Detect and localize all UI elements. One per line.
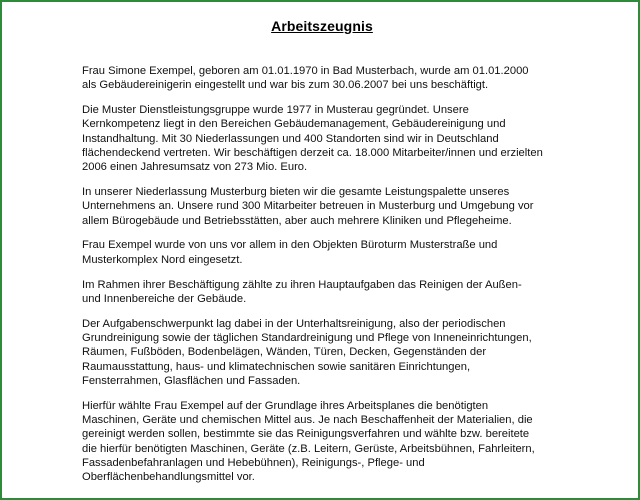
text-line: Räumen, Fußböden, Bodenbelägen, Wänden, Türen, Decken, Gegenständen der [82,346,487,359]
text-line: Raumausstattung, haus- und klimatechnischen sowie sanitären Einrichtungen, [82,360,471,373]
text-line: Oberflächenbehandlungsmittel vor. [82,471,255,484]
text-line: als Gebäudereinigerin eingestellt und war bis zum 30.06.2007 bei uns beschäftigt. [82,79,489,92]
text-line: gereinigt werden sollen, bestimmte sie das Reinigungsverfahren und wählte bzw. bereitete [82,428,530,441]
text-line: Die Muster Dienstleistungsgruppe wurde 1977 in Musterau gegründet. Unsere [82,104,469,117]
text-line: In unserer Niederlassung Musterburg bieten wir die gesamte Leistungspalette unseres [82,186,510,199]
text-line: Kernkompetenz liegt in den Bereichen Gebäudemanagement, Gebäudereinigung und [82,118,506,131]
text-line: Maschinen, Geräte und chemischen Mittel aus. Je nach Beschaffenheit der Materialien, die [82,413,533,426]
text-line: allem Bürogebäude und Betriebsstätten, aber auch mehrere Kliniken und Pflegeheime. [82,214,512,227]
text-line: 2006 einen Jahresumsatz von 273 Mio. Euro. [82,161,308,174]
paragraph-company [82,103,570,174]
text-line: flächendeckend vertreten. Wir beschäftigen derzeit ca. 18.000 Mitarbeiter/innen und erzielten [82,146,543,159]
text-line: Der Aufgabenschwerpunkt lag dabei in der Unterhaltsreinigung, also der periodischen [82,317,506,330]
text-line: Grundreinigung sowie der täglichen Standardreinigung und Pflege von Inneneinrichtungen, [82,331,532,344]
text-line: Hierfür wählte Frau Exempel auf der Grundlage ihres Arbeitsplanes die benötigten [82,399,489,412]
document-body [82,64,570,495]
text-line: und Innenbereiche der Gebäude. [82,292,247,305]
paragraph-equipment [82,399,570,485]
paragraph-main-tasks [82,278,570,307]
paragraph-employment [82,64,570,93]
text-line: Instandhaltung. Mit 30 Niederlassungen und 400 Standorten sind wir in Deutschland [82,132,499,145]
paragraph-branch [82,185,570,228]
text-line: Fensterrahmen, Glasflächen und Fassaden. [82,374,301,387]
text-line: Frau Simone Exempel, geboren am 01.01.1970 in Bad Musterbach, wurde am 01.01.2000 [82,65,529,77]
text-line: die hierfür benötigten Maschinen, Geräte (z.B. Leitern, Gerüste, Arbeitsbühnen, Fahrleitern, [82,442,535,455]
text-line: Unternehmens an. Unsere rund 300 Mitarbeiter betreuen in Musterburg und Umgebung vor [82,200,534,213]
text-line: Musterkomplex Nord eingesetzt. [82,253,243,266]
document-title: Arbeitszeugnis [271,18,373,34]
text-line: Frau Exempel wurde von uns vor allem in den Objekten Büroturm Musterstraße und [82,239,498,252]
paragraph-objects [82,238,570,267]
text-line: Fassadenbefahranlagen und Hebebühnen), Reinigungs-, Pflege- und [82,456,425,469]
paragraph-focus [82,317,570,388]
text-line: Im Rahmen ihrer Beschäftigung zählte zu ihren Hauptaufgaben das Reinigen der Außen- [82,278,522,291]
